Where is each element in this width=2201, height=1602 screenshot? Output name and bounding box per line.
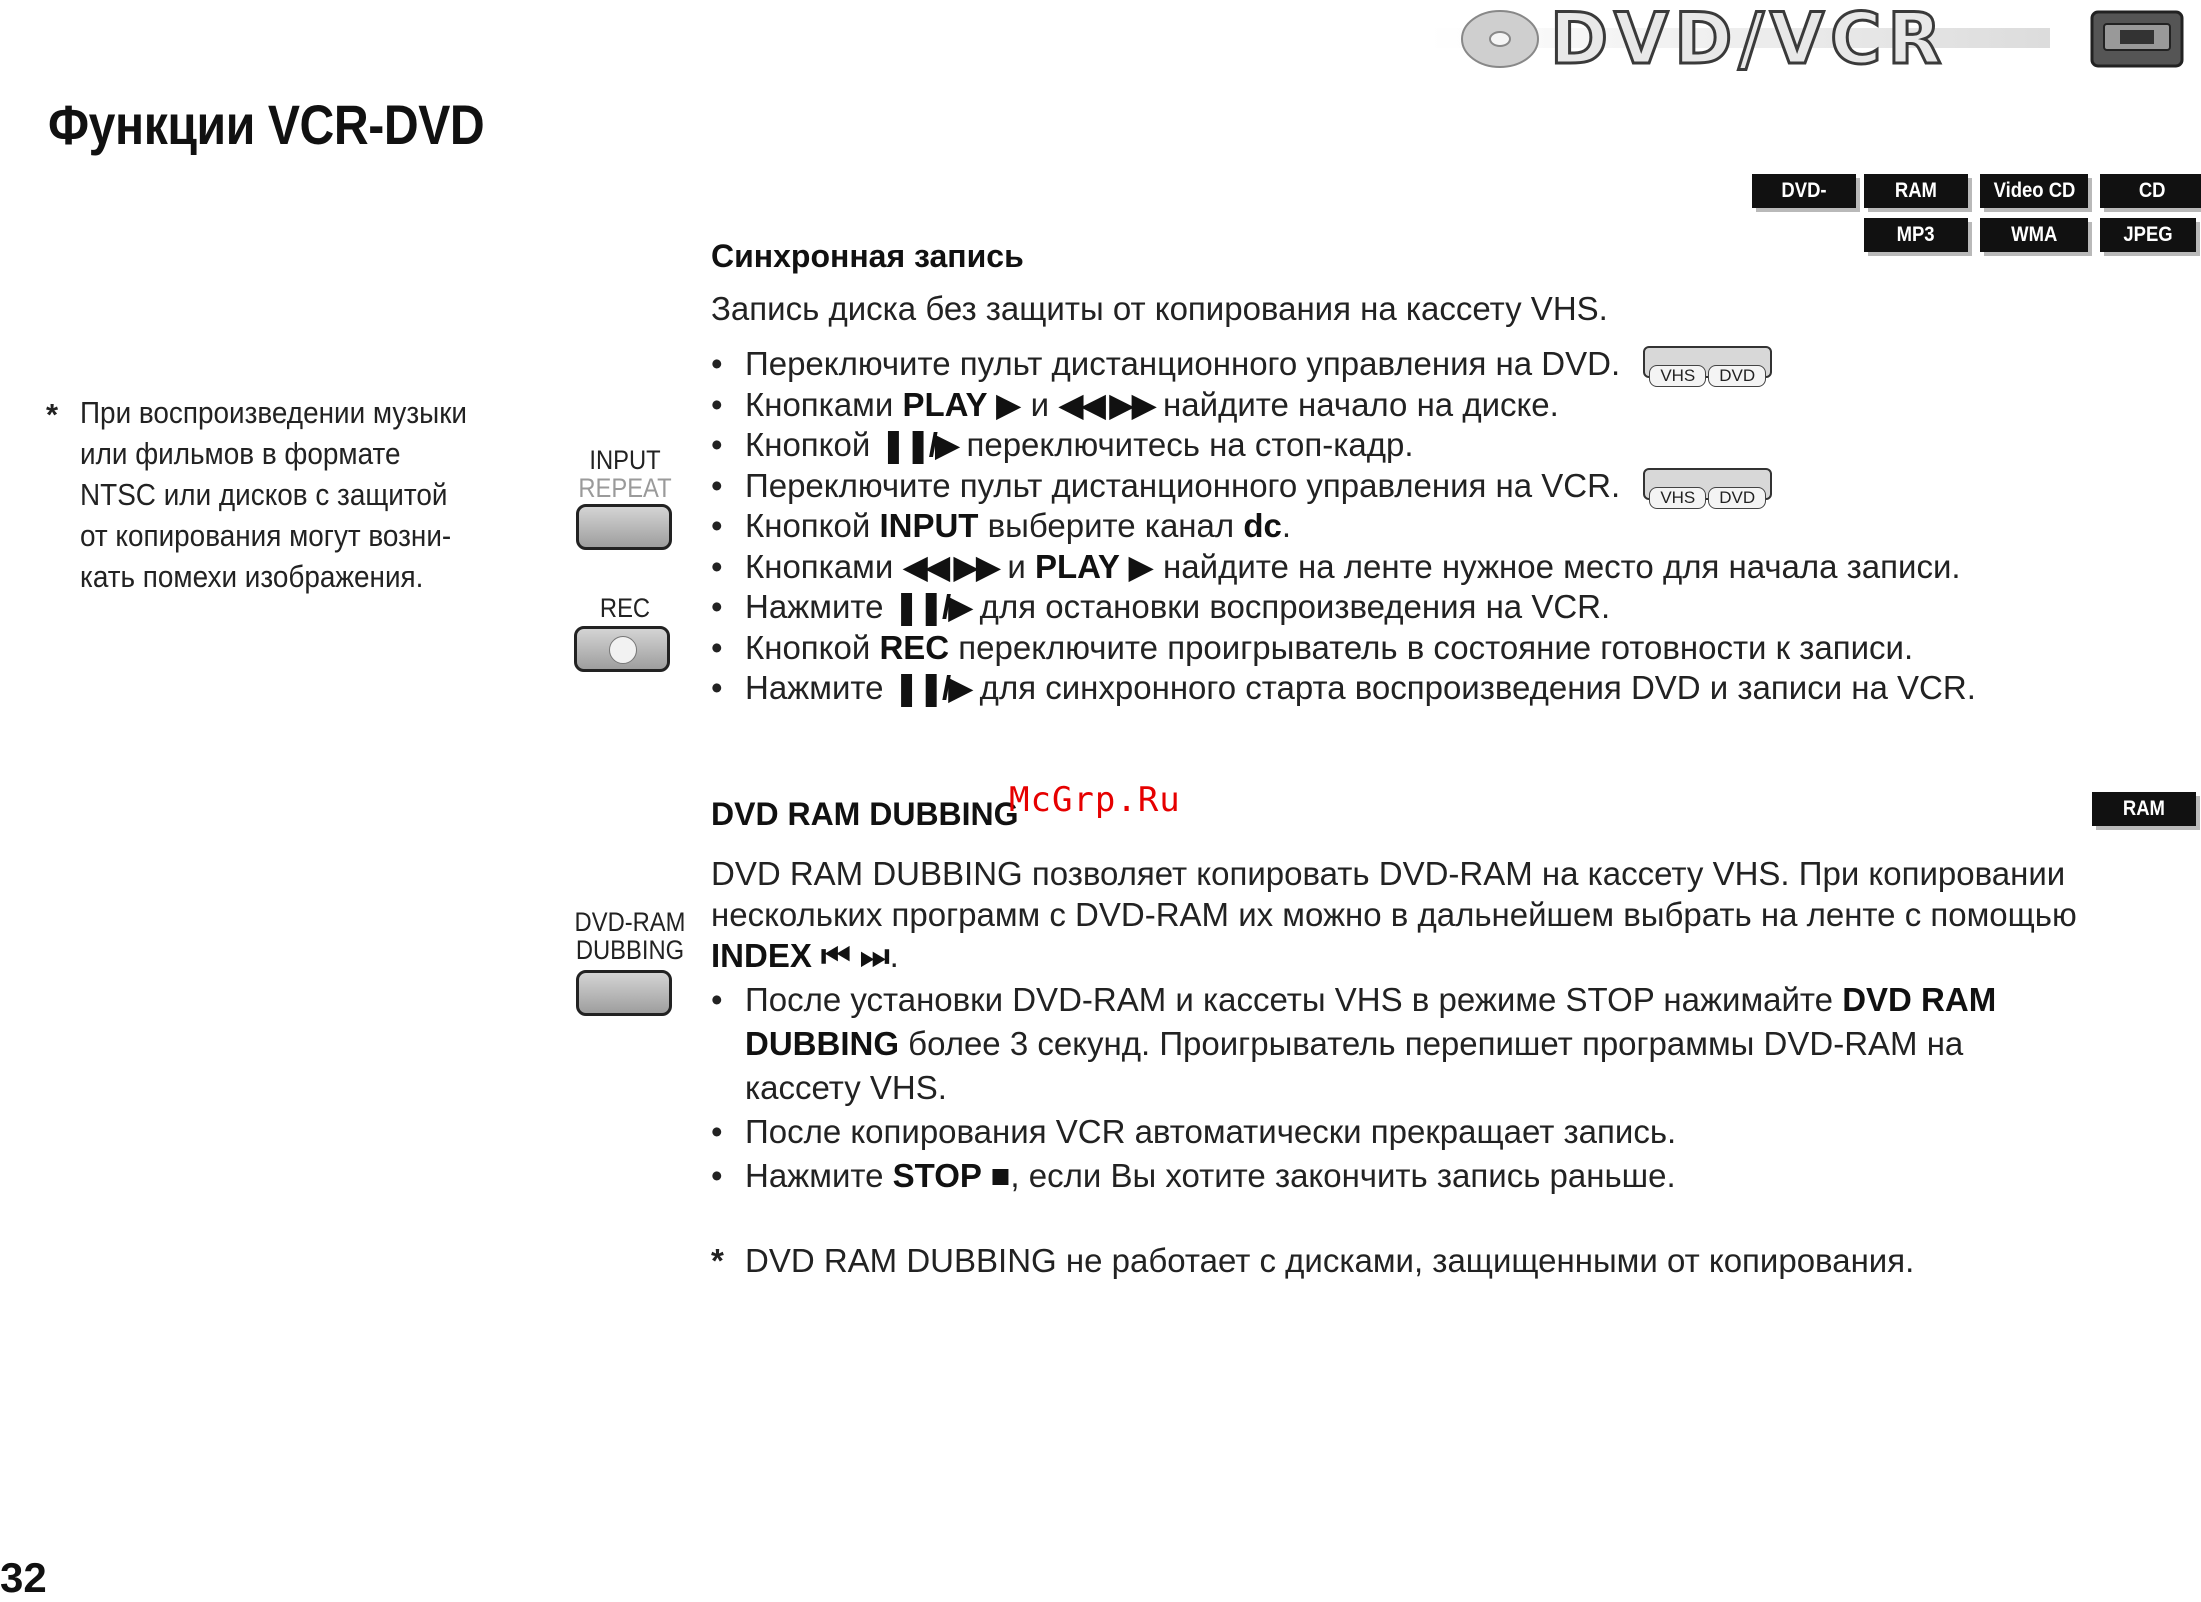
list-item: • После установки DVD-RAM и кассеты VHS в режиме STOP нажимайте DVD RAM DUBBING более 3 секунд. Проигрыватель перепишет программы DVD-RAM на кассету VHS.: [711, 978, 1996, 1110]
list-item: • Кнопкой REC переключите проигрыватель в состояние готовности к записи.: [711, 628, 1976, 669]
page-number: 32: [0, 1554, 47, 1601]
list-item: • Нажмите ❚❚/▶ для остановки воспроизведения на VCR.: [711, 587, 1976, 628]
rec-label: REC: [599, 593, 651, 623]
dvd-vcr-logo: [1430, 0, 2190, 80]
rec-dot-icon: [609, 636, 637, 664]
vhs-dvd-switch-icon: VHS DVD: [1643, 468, 1772, 500]
badge-cd: CD: [2100, 174, 2201, 208]
sync-intro: Запись диска без защиты от копирования на кассету VHS.: [711, 290, 1608, 327]
watermark: McGrp.Ru: [1009, 780, 1181, 820]
footnote: * DVD RAM DUBBING не работает с дисками, защищенными от копирования.: [711, 1242, 1915, 1279]
dvd-ram-dubbing-button-icon: [576, 970, 672, 1016]
input-button-icon: [576, 504, 672, 550]
list-item: • Переключите пульт дистанционного управления на DVD. VHS DVD: [711, 344, 1976, 385]
list-item: • Кнопкой INPUT выберите канал dc.: [711, 506, 1976, 547]
page-title: Функции VCR-DVD: [48, 93, 485, 156]
section-title-dubbing: DVD RAM DUBBING: [711, 796, 1019, 832]
list-item: • После копирования VCR автоматически прекращает запись.: [711, 1110, 1996, 1154]
list-item: • Нажмите ❚❚/▶ для синхронного старта воспроизведения DVD и записи на VCR.: [711, 668, 1976, 709]
dubbing-steps: [711, 978, 1996, 1198]
badge-wma: WMA: [1980, 218, 2088, 252]
side-note: [46, 392, 516, 597]
logo-text: DVD/VCR: [1550, 0, 1948, 80]
badge-ram: RAM: [1864, 174, 1968, 208]
list-item: • Нажмите STOP ■, если Вы хотите закончить запись раньше.: [711, 1154, 1996, 1198]
asterisk: *: [711, 1242, 724, 1279]
vhs-dvd-switch-icon: VHS DVD: [1643, 346, 1772, 378]
input-repeat-label: INPUT REPEAT: [578, 445, 672, 503]
cassette-icon: [2090, 8, 2186, 70]
side-note-text: При воспроизведении музыки или фильмов в формате NTSC или дисков с защитой от копирования могут возни- кать помехи изображения.: [80, 395, 468, 594]
dubbing-intro: DVD RAM DUBBING позволяет копировать DVD-RAM на кассету VHS. При копировании нескольких программ с DVD-RAM их можно в дальнейшем выбрать на ленте с помощью INDEX ⏮ ⏭.: [711, 855, 2077, 974]
dvd-ram-dubbing-label: DVD-RAM DUBBING: [574, 907, 686, 965]
sync-steps: [711, 344, 1976, 709]
list-item: • Кнопкой ❚❚/▶ переключитесь на стоп-кадр.: [711, 425, 1976, 466]
list-item: • Кнопками PLAY ▶ и ◀◀ ▶▶ найдите начало на диске.: [711, 385, 1976, 426]
badge-video-cd: Video CD: [1980, 174, 2088, 208]
badge-jpeg: JPEG: [2100, 218, 2196, 252]
badge-dvd-video: DVD-Video: [1752, 174, 1856, 208]
asterisk: *: [46, 397, 59, 432]
list-item: • Кнопками ◀◀ ▶▶ и PLAY ▶ найдите на ленте нужное место для начала записи.: [711, 547, 1976, 588]
badge-ram-dubbing: RAM: [2092, 792, 2196, 826]
section-title-sync: Синхронная запись: [711, 238, 1024, 274]
badge-mp3: MP3: [1864, 218, 1968, 252]
disc-icon: [1460, 8, 1540, 70]
rec-button-icon: [574, 626, 670, 672]
list-item: • Переключите пульт дистанционного управления на VCR. VHS DVD: [711, 466, 1976, 507]
